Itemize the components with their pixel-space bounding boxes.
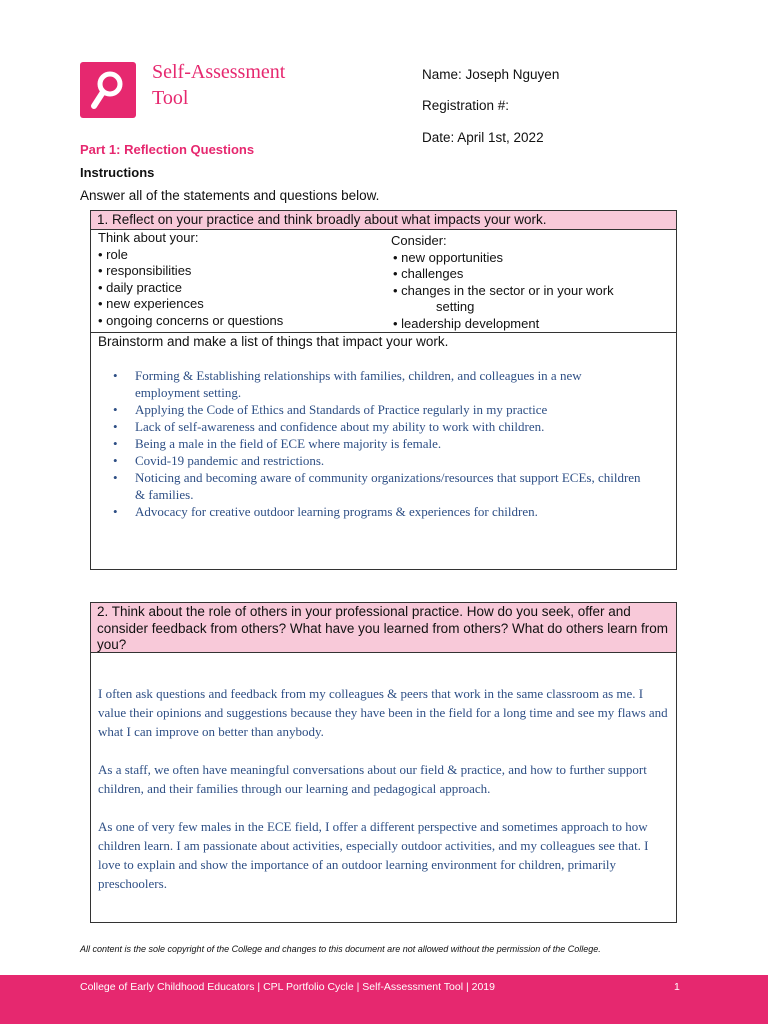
magnifier-icon <box>80 62 136 118</box>
question-1-prompt: 1. Reflect on your practice and think broadly about what impacts your work. <box>91 211 676 230</box>
think-about-list <box>98 230 283 329</box>
instructions-text: Answer all of the statements and questions below. <box>80 188 380 203</box>
list-item: • Lack of self-awareness and confidence about my ability to work with children. <box>109 418 649 435</box>
answer-paragraph: As a staff, we often have meaningful conversations about our field & practice, and how to further support children, and their families through our learning and pedagogical approach. <box>98 762 647 796</box>
list-item: • changes in the sector or in your work <box>393 282 614 298</box>
list-item: • leadership development <box>393 315 540 331</box>
list-item: • Covid-19 pandemic and restrictions. <box>109 452 649 469</box>
instructions-heading: Instructions <box>80 165 155 180</box>
list-item: • challenges <box>393 266 464 281</box>
copyright-note: All content is the sole copyright of the College and changes to this document are not allowed without the permission of the College. <box>80 944 601 954</box>
registration-field: Registration #: <box>422 98 510 113</box>
question-2-box <box>90 602 677 923</box>
consider-list <box>391 233 614 332</box>
list-item: setting <box>436 299 475 314</box>
part-title: Part 1: Reflection Questions <box>80 142 255 157</box>
list-item: Consider: <box>391 233 447 248</box>
page-number: 1 <box>674 981 680 993</box>
question-2-answer <box>98 684 673 912</box>
date-field: Date: April 1st, 2022 <box>422 130 544 145</box>
answer-paragraph: I often ask questions and feedback from my colleagues & peers that work in the same classroom as me. I value their opinions and suggestions because they have been in the field for a long time and see my flaws and what I can improve on better than anybody. <box>98 686 668 739</box>
logo <box>80 62 136 118</box>
list-item: • role <box>98 246 128 262</box>
footer-text: College of Early Childhood Educators | CPL Portfolio Cycle | Self-Assessment Tool | 2019 <box>80 981 495 993</box>
list-item: • Noticing and becoming aware of community organizations/resources that support ECEs, children & families. <box>109 469 649 503</box>
list-item: • Advocacy for creative outdoor learning programs & experiences for children. <box>109 503 649 520</box>
name-field: Name: Joseph Nguyen <box>422 67 560 82</box>
answer-paragraph: As one of very few males in the ECE field, I offer a different perspective and sometimes approach to how children learn. I am passionate about activities, especially outdoor activities, and my colleagues see that. I love to explain and show the importance of an outdoor learning environment for children, primarily preschoolers. <box>98 819 649 891</box>
question-2-prompt: 2. Think about the role of others in your professional practice. How do you seek, offer and consider feedback from others? What have you learned from others? What do others learn from you? <box>91 603 676 653</box>
brainstorm-answers <box>109 367 649 520</box>
list-item: • new opportunities <box>393 249 504 265</box>
list-item: • Being a male in the field of ECE where majority is female. <box>109 435 649 452</box>
list-item: • ongoing concerns or questions <box>98 312 284 328</box>
list-item: • Forming & Establishing relationships with families, children, and colleagues in a new employment setting. <box>109 367 649 401</box>
list-item: • new experiences <box>98 296 204 311</box>
list-item: Think about your: <box>98 230 199 245</box>
list-item: • daily practice <box>98 279 183 295</box>
list-item: • responsibilities <box>98 263 192 278</box>
question-1-guidance <box>91 230 676 333</box>
document-title: Self-Assessment Tool <box>152 61 286 109</box>
brainstorm-prompt: Brainstorm and make a list of things that impact your work. <box>98 334 449 349</box>
list-item: • Applying the Code of Ethics and Standards of Practice regularly in my practice <box>109 401 649 418</box>
question-1-box <box>90 210 677 570</box>
